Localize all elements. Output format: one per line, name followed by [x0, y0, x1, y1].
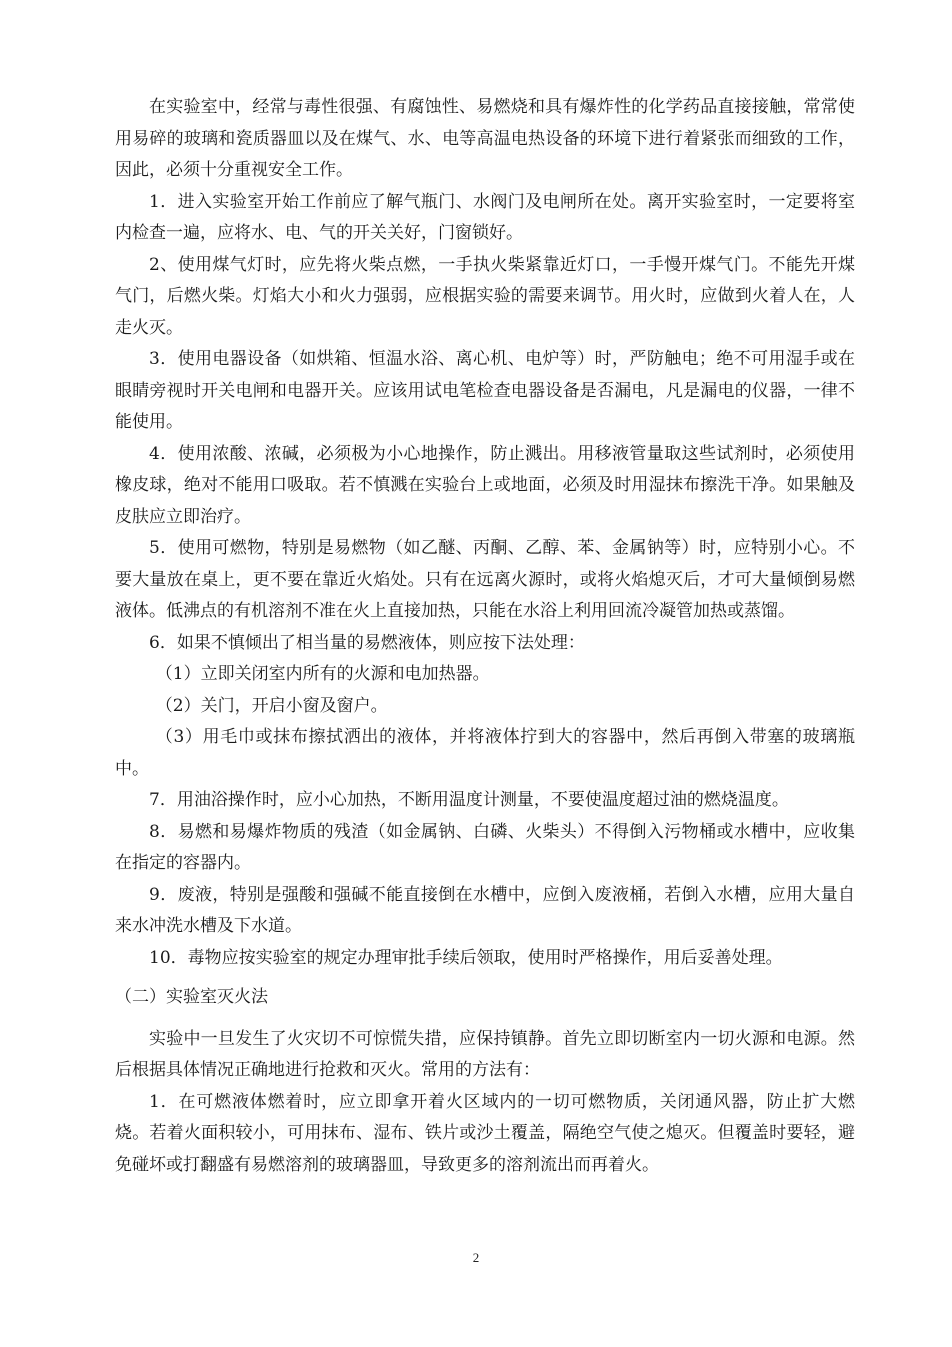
rule-1-paragraph: 1．进入实验室开始工作前应了解气瓶门、水阀门及电闸所在处。离开实验室时，一定要将室内检查一遍，应将水、电、气的开关关好，门窗锁好。	[115, 191, 855, 243]
rule-6-step-2: （2）关门，开启小窗及窗户。	[155, 695, 388, 716]
intro-paragraph: 在实验室中，经常与毒性很强、有腐蚀性、易燃烧和具有爆炸性的化学药品直接接触，常常使用易碎的玻璃和瓷质器皿以及在煤气、水、电等高温电热设备的环境下进行着紧张而细致的工作，因此，必须十分重视安全工作。	[115, 97, 855, 180]
rule-8-paragraph: 8．易燃和易爆炸物质的残渣（如金属钠、白磷、火柴头）不得倒入污物桶或水槽中，应收集在指定的容器内。	[115, 821, 855, 873]
rule-10-paragraph: 10．毒物应按实验室的规定办理审批手续后领取，使用时严格操作，用后妥善处理。	[149, 947, 783, 968]
page-number: 2	[472, 1250, 480, 1265]
rule-4-paragraph: 4．使用浓酸、浓碱，必须极为小心地操作，防止溅出。用移液管量取这些试剂时，必须使用橡皮球，绝对不能用口吸取。若不慎溅在实验台上或地面，必须及时用湿抹布擦洗干净。如果触及皮肤应立即治疗。	[115, 443, 855, 527]
rule-6-paragraph: 6．如果不慎倾出了相当量的易燃液体，则应按下法处理：	[149, 632, 585, 653]
rule-2-paragraph: 2、使用煤气灯时，应先将火柴点燃，一手执火柴紧靠近灯口，一手慢开煤气门。不能先开煤气门，后燃火柴。灯焰大小和火力强弱，应根据实验的需要来调节。用火时，应做到火着人在，人走火灭。	[115, 254, 855, 338]
section-heading: （二）实验室灭火法	[115, 987, 268, 1007]
rule-5-paragraph: 5．使用可燃物，特别是易燃物（如乙醚、丙酮、乙醇、苯、金属钠等）时，应特别小心。不要大量放在桌上，更不要在靠近火焰处。只有在远离火源时，或将火焰熄灭后，才可大量倾倒易燃液体。低沸点的有机溶剂不准在火上直接加热，只能在水浴上利用回流冷凝管加热或蒸馏。	[115, 538, 855, 621]
rule-6-step-1: （1）立即关闭室内所有的火源和电加热器。	[155, 664, 490, 684]
fire-method-1-paragraph: 1．在可燃液体燃着时，应立即拿开着火区域内的一切可燃物质，关闭通风器，防止扩大燃烧。若着火面积较小，可用抹布、湿布、铁片或沙土覆盖，隔绝空气使之熄灭。但覆盖时要轻，避免碰坏或打翻盛有易燃溶剂的玻璃器皿，导致更多的溶剂流出而再着火。	[115, 1091, 855, 1175]
document-page	[115, 92, 855, 1181]
fire-intro-paragraph: 实验中一旦发生了火灾切不可惊慌失措，应保持镇静。首先立即切断室内一切火源和电源。然后根据具体情况正确地进行抢救和灭火。常用的方法有：	[115, 1028, 855, 1080]
rule-9-paragraph: 9．废液，特别是强酸和强碱不能直接倒在水槽中，应倒入废液桶，若倒入水槽，应用大量自来水冲洗水槽及下水道。	[115, 884, 855, 936]
rule-3-paragraph: 3．使用电器设备（如烘箱、恒温水浴、离心机、电炉等）时，严防触电；绝不可用湿手或在眼睛旁视时开关电闸和电器开关。应该用试电笔检查电器设备是否漏电，凡是漏电的仪器，一律不能使用。	[115, 349, 855, 432]
rule-6-step-3: （3）用毛巾或抹布擦拭洒出的液体，并将液体拧到大的容器中，然后再倒入带塞的玻璃瓶中。	[115, 727, 855, 779]
rule-7-paragraph: 7．用油浴操作时，应小心加热，不断用温度计测量，不要使温度超过油的燃烧温度。	[149, 790, 789, 810]
